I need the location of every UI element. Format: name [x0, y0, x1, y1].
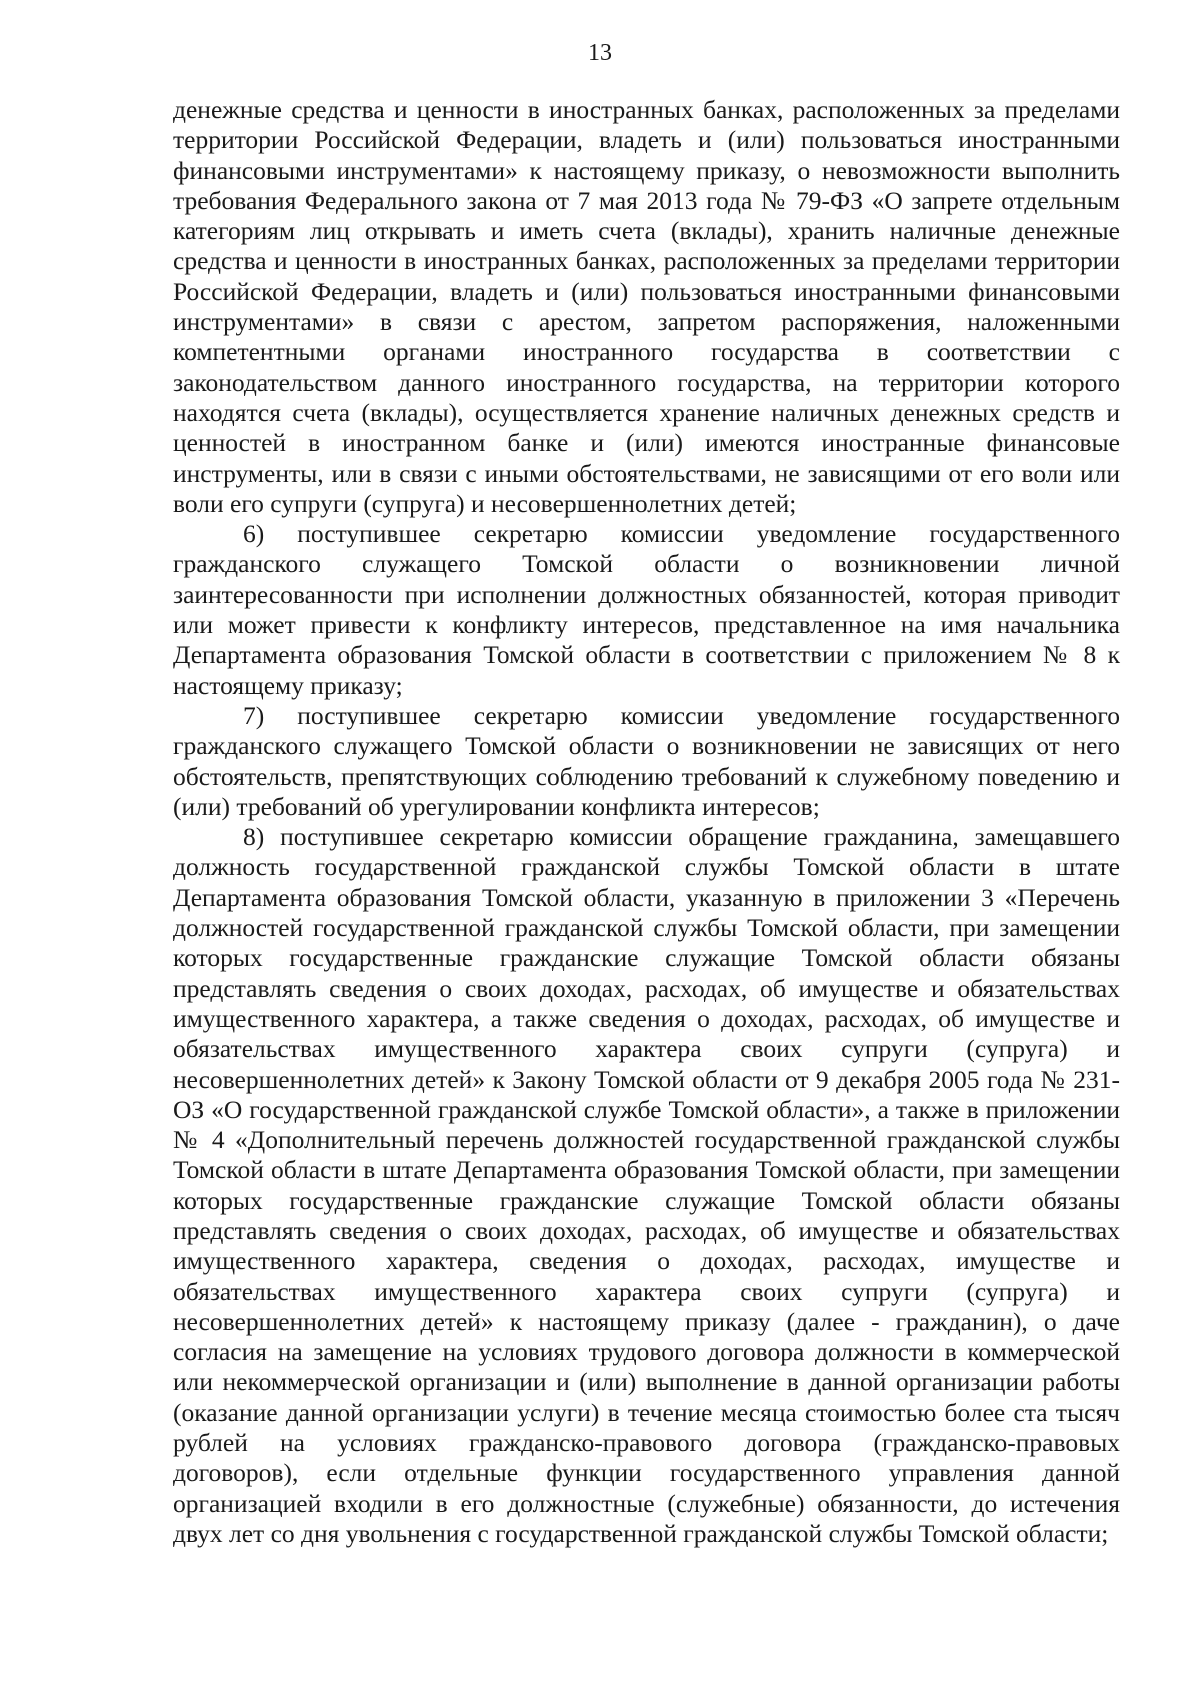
paragraph-continuation: денежные средства и ценности в иностранных банках, расположенных за пределами территории Российской Федерации, владеть и (или) пользоваться иностранными финансовыми инструментами» к настоящему приказу, о невозможности выполнить требования Федерального закона от 7 мая 2013 года № 79-ФЗ «О запрете отдельным категориям лиц открывать и иметь счета (вклады), хранить наличные денежные средства и ценности в иностранных банках, расположенных за пределами территории Российской Федерации, владеть и (или) пользоваться иностранными финансовыми инструментами» в связи с арестом, запретом распоряжения, наложенными компетентными органами иностранного государства в соответствии с законодательством данного иностранного государства, на территории которого находятся счета (вклады), осуществляется хранение наличных денежных средств и ценностей в иностранном банке и (или) имеются иностранные финансовые инструменты, или в связи с иными обстоятельствами, не зависящими от его воли или воли его супруги (супруга) и несовершеннолетних детей;: [173, 95, 1120, 518]
paragraph-item-7: 7) поступившее секретарю комиссии уведомление государственного гражданского служащего Томской области о возникновении не зависящих от него обстоятельств, препятствующих соблюдению требований к служебному поведению и (или) требований об урегулировании конфликта интересов;: [173, 700, 1120, 821]
page-number: 13: [588, 40, 612, 66]
paragraph-item-6: 6) поступившее секретарю комиссии уведомление государственного гражданского служащего Томской области о возникновении личной заинтересованности при исполнении должностных обязанностей, которая приводит или может привести к конфликту интересов, представленное на имя начальника Департамента образования Томской области в соответствии с приложением № 8 к настоящему приказу;: [173, 519, 1120, 700]
document-body: [173, 95, 1120, 1549]
paragraph-item-8: 8) поступившее секретарю комиссии обращение гражданина, замещавшего должность государственной гражданской службы Томской области в штате Департамента образования Томской области, указанную в приложении 3 «Перечень должностей государственной гражданской службы Томской области, при замещении которых государственные гражданские служащие Томской области обязаны представлять сведения о своих доходах, расходах, об имуществе и обязательствах имущественного характера, а также сведения о доходах, расходах, об имуществе и обязательствах имущественного характера своих супруги (супруга) и несовершеннолетних детей» к Закону Томской области от 9 декабря 2005 года № 231-ОЗ «О государственной гражданской службе Томской области», а также в приложении № 4 «Дополнительный перечень должностей государственной гражданской службы Томской области в штате Департамента образования Томской области, при замещении которых государственные гражданские служащие Томской области обязаны представлять сведения о своих доходах, расходах, об имуществе и обязательствах имущественного характера, сведения о доходах, расходах, имуществе и обязательствах имущественного характера своих супруги (супруга) и несовершеннолетних детей» к настоящему приказу (далее - гражданин), о даче согласия на замещение на условиях трудового договора должности в коммерческой или некоммерческой организации и (или) выполнение в данной организации работы (оказание данной организации услуги) в течение месяца стоимостью более ста тысяч рублей на условиях гражданско-правового договора (гражданско-правовых договоров), если отдельные функции государственного управления данной организацией входили в его должностные (служебные) обязанности, до истечения двух лет со дня увольнения с государственной гражданской службы Томской области;: [173, 822, 1120, 1548]
